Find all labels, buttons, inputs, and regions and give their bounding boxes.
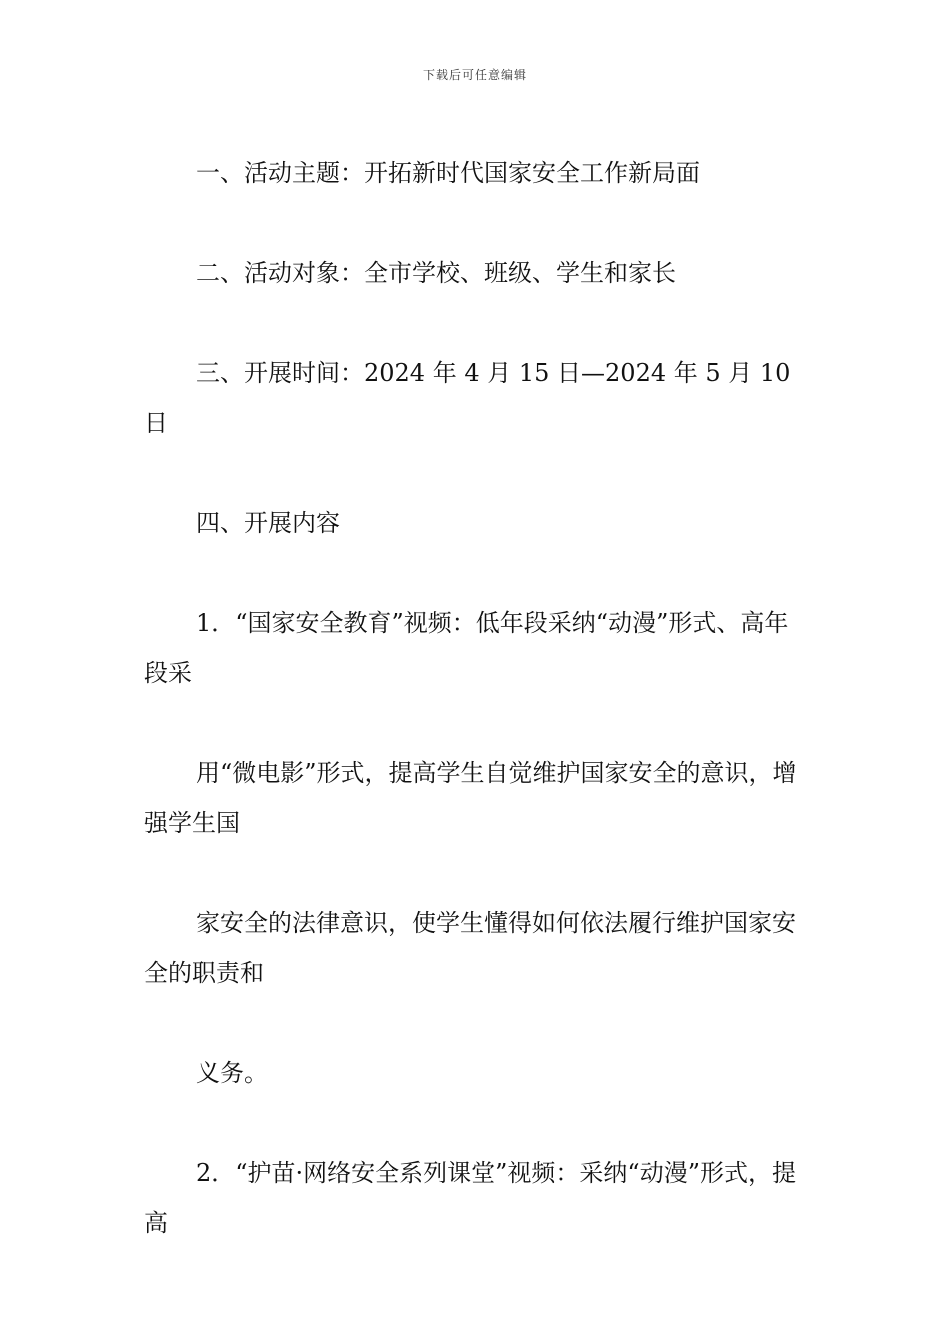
paragraph-content-heading: 四、开展内容 bbox=[196, 509, 340, 537]
paragraph-item-1-cont-b: 家安全的法律意识，使学生懂得如何依法履行维护国家安全的职责和 bbox=[144, 909, 796, 987]
page-header: 下载后可任意编辑 bbox=[422, 68, 527, 82]
paragraph-item-1: 1．“国家安全教育”视频：低年段采纳“动漫”形式、高年段采 bbox=[144, 609, 789, 687]
paragraph-schedule: 三、开展时间：2024 年 4 月 15 日—2024 年 5 月 10 日 bbox=[144, 359, 791, 437]
paragraph-item-1-cont-a: 用“微电影”形式，提高学生自觉维护国家安全的意识，增强学生国 bbox=[144, 759, 797, 837]
paragraph-theme: 一、活动主题：开拓新时代国家安全工作新局面 bbox=[196, 159, 700, 187]
paragraph-item-2: 2．“护苗·网络安全系列课堂”视频：采纳“动漫”形式，提高 bbox=[144, 1159, 796, 1237]
paragraph-item-1-cont-c: 义务。 bbox=[196, 1059, 268, 1087]
paragraph-audience: 二、活动对象：全市学校、班级、学生和家长 bbox=[196, 259, 676, 287]
